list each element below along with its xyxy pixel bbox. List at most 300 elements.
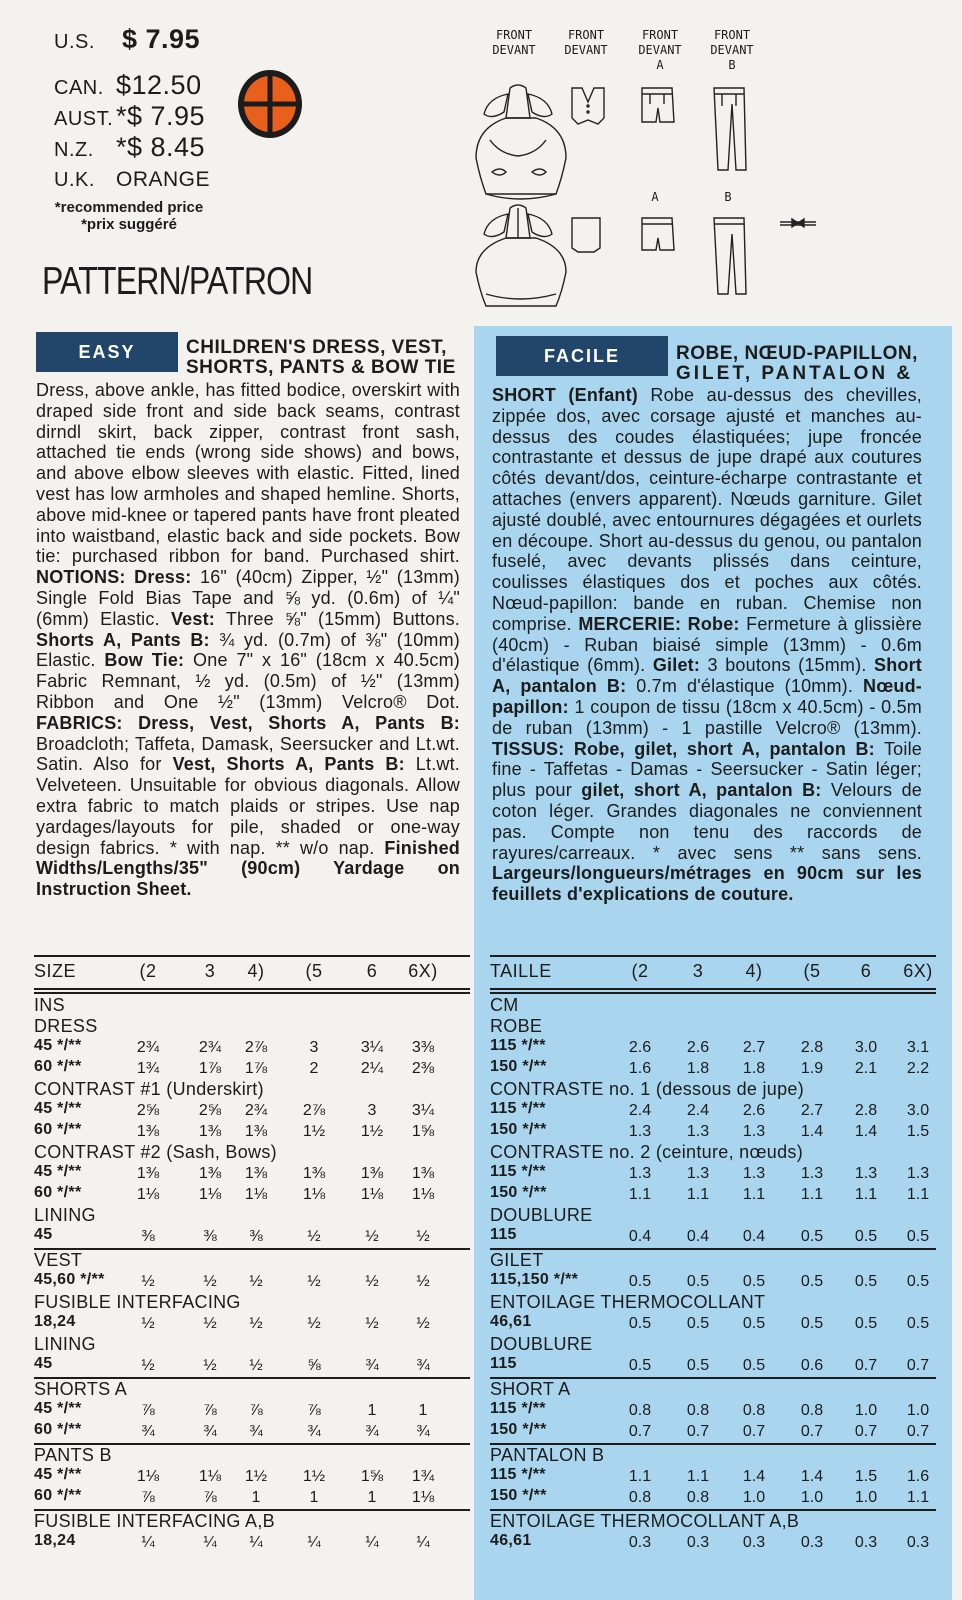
label-devant: DEVANT [564, 43, 608, 57]
table-cell: 0.7 [854, 1423, 878, 1440]
table-cell: 1⅛ [136, 1186, 160, 1203]
table-cell: 0.7 [686, 1423, 710, 1440]
row-label: 45 */** [34, 1466, 82, 1483]
table-cell: 1.1 [742, 1186, 766, 1203]
row-label: 150 */** [490, 1421, 547, 1438]
table-cell: 1⅜ [411, 1165, 435, 1182]
table-cell: 1 [367, 1489, 377, 1506]
table-cell: 0.5 [906, 1315, 930, 1332]
row-label: 115,150 */** [490, 1271, 579, 1288]
english-title-line2: SHORTS, PANTS & BOW TIE [186, 357, 456, 378]
table-cell: ⅜ [203, 1228, 217, 1245]
table-cell: ½ [416, 1315, 430, 1332]
table-cell: 1⅜ [198, 1123, 222, 1140]
table-cell: 1.4 [800, 1468, 824, 1485]
table-cell: 0.5 [854, 1228, 878, 1245]
price-aust-label: AUST. [54, 108, 114, 130]
size-header: 6 [860, 961, 872, 981]
table-cell: 2.6 [742, 1102, 766, 1119]
table-cell: 0.8 [628, 1402, 652, 1419]
table-cell: 1⅛ [411, 1186, 435, 1203]
table-cell: ¾ [365, 1357, 379, 1374]
table-cell: 1⅛ [244, 1186, 268, 1203]
table-cell: 1⅜ [244, 1123, 268, 1140]
price-can [54, 70, 202, 101]
header-rule [490, 992, 936, 994]
size-header: (2 [631, 961, 649, 981]
table-cell: 1.6 [906, 1468, 930, 1485]
table-cell: ½ [203, 1357, 217, 1374]
description-segment: One 7" x 16" (18cm x 40.5cm) Fabric Remnant, ½ yd. (0.5m) of ½" (13mm) Ribbon and One ½" (13mm) Velcro® Dot. [36, 650, 460, 712]
price-us [54, 24, 200, 55]
size-header: (2 [139, 961, 157, 981]
description-segment: Velours de coton léger. Grandes diagonales ne conviennent pas. Compte non tenu des raccords de rayures/carreaux. * avec sens ** sans sens. [492, 780, 922, 863]
table-cell: ½ [249, 1357, 263, 1374]
section-rule [34, 1248, 470, 1250]
french-description [492, 385, 922, 905]
description-segment: 3 boutons (15mm). [700, 655, 874, 676]
table-cell: ⅞ [141, 1489, 155, 1506]
price-nz-label: N.Z. [54, 139, 94, 161]
table-cell: 2⅞ [244, 1039, 268, 1056]
table-cell: 1.1 [906, 1489, 930, 1506]
table-cell: 1.1 [628, 1468, 652, 1485]
table-cell: ⅝ [307, 1357, 321, 1374]
table-cell: 1⅜ [198, 1165, 222, 1182]
table-cell: 1.0 [742, 1489, 766, 1506]
english-description [36, 380, 460, 900]
row-label: 45 [34, 1226, 53, 1243]
table-cell: 1.5 [906, 1123, 930, 1140]
table-cell: ¼ [365, 1534, 379, 1551]
table-cell: 0.8 [800, 1402, 824, 1419]
table-cell: 0.6 [800, 1357, 824, 1374]
label-b: B [728, 58, 736, 72]
table-cell: 1⅞ [244, 1060, 268, 1077]
table-cell: 1⅜ [136, 1123, 160, 1140]
table-top-rule [490, 955, 936, 957]
price-us-value: $ 7.95 [122, 24, 201, 54]
label-devant: DEVANT [492, 43, 536, 57]
description-segment: Finished Widths/Lengths/35" (90cm) Yardage on Instruction Sheet. [36, 837, 460, 900]
table-cell: 1¾ [136, 1060, 160, 1077]
table-cell: 1.1 [800, 1186, 824, 1203]
table-top-rule [34, 955, 470, 957]
row-label: 60 */** [34, 1487, 82, 1504]
section-title: ENTOILAGE THERMOCOLLANT A,B [490, 1511, 800, 1531]
table-cell: 0.7 [906, 1357, 930, 1374]
table-cell: 1 [309, 1489, 319, 1506]
table-cell: 2.6 [628, 1039, 652, 1056]
table-cell: 2⅝ [198, 1102, 222, 1119]
table-cell: 0.5 [628, 1357, 652, 1374]
description-segment: Vest: [170, 608, 215, 629]
description-segment: TISSUS: Robe, gilet, short A, pantalon B: [492, 738, 875, 759]
table-cell: 0.3 [686, 1534, 710, 1551]
table-cell: 1.3 [854, 1165, 878, 1182]
section-title: CONTRAST #2 (Sash, Bows) [34, 1142, 277, 1162]
description-segment: NOTIONS: Dress: [36, 567, 192, 588]
table-cell: ¾ [416, 1357, 430, 1374]
table-cell: 0.5 [686, 1357, 710, 1374]
table-cell: 0.5 [742, 1315, 766, 1332]
english-title-line1: CHILDREN'S DRESS, VEST, [186, 337, 447, 358]
table-cell: ½ [365, 1228, 379, 1245]
shorts-back-sketch [642, 218, 674, 250]
table-cell: ⅞ [307, 1402, 321, 1419]
bow-tie-sketch [780, 219, 816, 227]
row-label: 45 */** [34, 1400, 82, 1417]
table-cell: 1.1 [906, 1186, 930, 1203]
size-header: 6 [366, 961, 378, 981]
description-segment: Largeurs/longueurs/métrages en 90cm sur les feuillets d'explications de couture. [492, 863, 922, 905]
table-cell: 2.4 [686, 1102, 710, 1119]
table-cell: 1.1 [628, 1186, 652, 1203]
table-cell: 0.5 [742, 1273, 766, 1290]
table-cell: 3 [367, 1102, 377, 1119]
table-cell: ½ [203, 1273, 217, 1290]
table-cell: 0.3 [742, 1534, 766, 1551]
table-cell: ¾ [249, 1423, 263, 1440]
description-segment: FABRICS: Dress, Vest, Shorts A, Pants B: [36, 712, 460, 733]
section-title: PANTALON B [490, 1445, 605, 1465]
row-label: 45 */** [34, 1037, 82, 1054]
table-cell: 1⅛ [302, 1186, 326, 1203]
garment-sketches [470, 80, 890, 310]
section-title: ENTOILAGE THERMOCOLLANT [490, 1292, 766, 1312]
price-us-label: U.S. [54, 31, 95, 53]
description-segment: Bow Tie: [104, 650, 185, 671]
row-label: 46,61 [490, 1313, 532, 1330]
sketch-label-pants [702, 28, 762, 73]
table-cell: ¼ [307, 1534, 321, 1551]
french-title-line2: GILET, PANTALON & [676, 363, 914, 384]
table-cell: 0.5 [628, 1273, 652, 1290]
table-cell: 0.4 [742, 1228, 766, 1245]
table-cell: 1⅜ [136, 1165, 160, 1182]
table-cell: ⅞ [203, 1489, 217, 1506]
description-segment: MERCERIE: Robe: [578, 613, 740, 634]
sketch-label-dress [484, 28, 544, 58]
table-cell: 0.5 [854, 1315, 878, 1332]
table-cell: 0.3 [628, 1534, 652, 1551]
table-cell: 0.3 [906, 1534, 930, 1551]
table-cell: 0.5 [800, 1228, 824, 1245]
description-segment: Shorts A, Pants B: [36, 629, 210, 650]
section-title: DRESS [34, 1016, 98, 1036]
orange-dot-icon [236, 68, 304, 140]
table-cell: 1 [251, 1489, 261, 1506]
table-cell: ½ [307, 1315, 321, 1332]
sketch-label-shorts [630, 28, 690, 73]
table-cell: 1½ [360, 1123, 384, 1140]
table-cell: ¾ [141, 1423, 155, 1440]
table-cell: 1½ [302, 1468, 326, 1485]
section-title: GILET [490, 1250, 544, 1270]
table-cell: ¼ [416, 1534, 430, 1551]
section-title: DOUBLURE [490, 1334, 593, 1354]
table-cell: 0.5 [906, 1273, 930, 1290]
size-header: 3 [204, 961, 216, 981]
table-cell: 3¼ [411, 1102, 435, 1119]
table-cell: 0.5 [906, 1228, 930, 1245]
section-title: CONTRASTE no. 2 (ceinture, nœuds) [490, 1142, 803, 1162]
table-cell: 1.4 [742, 1468, 766, 1485]
table-cell: 1.3 [742, 1165, 766, 1182]
section-rule [490, 1248, 936, 1250]
table-cell: ½ [365, 1315, 379, 1332]
row-label: 115 [490, 1355, 517, 1372]
row-label: 115 */** [490, 1100, 546, 1117]
label-front: FRONT [641, 28, 679, 42]
french-title-line1: ROBE, NŒUD-PAPILLON, [676, 343, 918, 364]
table-cell: ⅞ [141, 1402, 155, 1419]
section-title: CM [490, 995, 519, 1015]
table-cell: ¾ [307, 1423, 321, 1440]
section-title: CONTRASTE no. 1 (dessous de jupe) [490, 1079, 805, 1099]
row-label: 60 */** [34, 1421, 82, 1438]
description-segment: 16" (40cm) Zipper, ½" (13mm) Single Fold Bias Tape and ⅝ yd. (0.6m) of ¼" (6mm) Elastic. [36, 567, 460, 629]
table-cell: ½ [416, 1228, 430, 1245]
table-cell: 2¾ [136, 1039, 160, 1056]
table-cell: 0.5 [800, 1315, 824, 1332]
table-cell: 3.0 [906, 1102, 930, 1119]
price-nz [54, 132, 205, 163]
sketch-label-b-back: B [724, 190, 732, 204]
table-cell: 2 [309, 1060, 319, 1077]
table-cell: 2.1 [854, 1060, 878, 1077]
table-cell: 1.0 [800, 1489, 824, 1506]
section-title: INS [34, 995, 65, 1015]
row-label: 115 */** [490, 1466, 546, 1483]
section-title: ROBE [490, 1016, 543, 1036]
row-label: 18,24 [34, 1313, 76, 1330]
table-cell: ⅜ [141, 1228, 155, 1245]
table-cell: 0.7 [742, 1423, 766, 1440]
table-cell: 1 [367, 1402, 377, 1419]
table-cell: 1.5 [854, 1468, 878, 1485]
description-segment: SHORT (Enfant) [492, 385, 638, 405]
rec-note-en: *recommended price [54, 199, 204, 216]
table-cell: 1⅝ [411, 1123, 435, 1140]
table-cell: 2.2 [906, 1060, 930, 1077]
table-cell: 1.3 [800, 1165, 824, 1182]
facile-badge: FACILE [496, 336, 668, 376]
header-rule [34, 992, 470, 994]
description-segment: Broadcloth; Taffeta, Damask, Seersucker and Lt.wt. Satin. Also for [36, 733, 460, 775]
label-front: FRONT [495, 28, 533, 42]
table-cell: 0.5 [686, 1315, 710, 1332]
table-cell: 0.7 [906, 1423, 930, 1440]
size-header: (5 [305, 961, 323, 981]
description-segment: 1 coupon de tissu (18cm x 40.5cm) - 0.5m de ruban (13mm) - 1 pastille Velcro® (13mm). [492, 696, 922, 738]
table-cell: 1⅜ [360, 1165, 384, 1182]
table-cell: 0.3 [800, 1534, 824, 1551]
table-cell: 1.8 [686, 1060, 710, 1077]
table-cell: ½ [249, 1315, 263, 1332]
description-segment: Robe au-dessus des chevilles, zippée dos, avec corsage ajusté et manches au-dessus des coudes élastiquées; jupe froncée contrastante et dessus de jupe drapé aux coutures côtés devant/dos, ceinture-écharpe contrastante et attaches (envers apparent). Nœuds garniture. Gilet ajusté doublé, avec entournures dégagées et ourlets en découpe. Short au-dessus du genou, ou pantalon fuselé, avec devants plissés dans ceinture, coulisses élastiques dos et poches aux côtés. Nœud-papillon: bande en ruban. Chemise non comprise. [492, 385, 922, 634]
description-segment: Vest, Shorts A, Pants B: [172, 754, 405, 775]
label-a: A [656, 58, 664, 72]
table-cell: 3¼ [360, 1039, 384, 1056]
size-header: 3 [692, 961, 704, 981]
table-cell: 0.5 [742, 1357, 766, 1374]
table-cell: 2.4 [628, 1102, 652, 1119]
table-cell: 1.3 [906, 1165, 930, 1182]
table-cell: ¾ [416, 1423, 430, 1440]
table-cell: 1.3 [628, 1165, 652, 1182]
table-cell: ½ [416, 1273, 430, 1290]
table-cell: 2.8 [854, 1102, 878, 1119]
section-title: FUSIBLE INTERFACING A,B [34, 1511, 275, 1531]
table-cell: 1.0 [854, 1489, 878, 1506]
table-cell: 1½ [244, 1468, 268, 1485]
table-cell: 0.8 [686, 1489, 710, 1506]
row-label: 150 */** [490, 1121, 547, 1138]
table-cell: 0.4 [686, 1228, 710, 1245]
table-cell: 1⅛ [136, 1468, 160, 1485]
easy-badge: EASY [36, 332, 178, 372]
table-cell: 1.3 [686, 1165, 710, 1182]
shorts-front-sketch [642, 88, 674, 122]
table-cell: 2.6 [686, 1039, 710, 1056]
size-header: (5 [803, 961, 821, 981]
section-title: LINING [34, 1205, 96, 1225]
row-label: 46,61 [490, 1532, 532, 1549]
table-cell: ½ [365, 1273, 379, 1290]
table-cell: ¼ [141, 1534, 155, 1551]
table-cell: 2.8 [800, 1039, 824, 1056]
table-cell: 0.5 [628, 1315, 652, 1332]
label-devant: DEVANT [710, 43, 754, 57]
table-cell: 1⅛ [360, 1186, 384, 1203]
table-cell: 1¾ [411, 1468, 435, 1485]
table-cell: 1.1 [854, 1186, 878, 1203]
description-segment: ¾ yd. (0.7m) of ⅜" (10mm) Elastic. [36, 629, 460, 671]
section-title: FUSIBLE INTERFACING [34, 1292, 241, 1312]
table-cell: 1⅞ [198, 1060, 222, 1077]
table-cell: 0.7 [628, 1423, 652, 1440]
table-cell: 3 [309, 1039, 319, 1056]
sketch-label-a-back: A [651, 190, 659, 204]
description-segment: 0.7m d'élastique (10mm). [626, 676, 864, 697]
vest-front-sketch [572, 88, 604, 124]
table-cell: ½ [141, 1315, 155, 1332]
table-cell: 0.5 [854, 1273, 878, 1290]
description-segment: Nœud-papillon: [492, 676, 922, 717]
pattern-title: PATTERN/PATRON [42, 260, 313, 303]
sketch-label-vest [556, 28, 616, 58]
section-title: LINING [34, 1334, 96, 1354]
table-cell: 2.7 [742, 1039, 766, 1056]
description-segment: Three ⅝" (15mm) Buttons. [214, 608, 460, 629]
table-cell: 3.1 [906, 1039, 930, 1056]
row-label: 60 */** [34, 1121, 82, 1138]
table-cell: 2¾ [244, 1102, 268, 1119]
table-cell: 1.1 [686, 1468, 710, 1485]
table-cell: 2⅞ [302, 1102, 326, 1119]
section-title: VEST [34, 1250, 83, 1270]
size-header: 4) [247, 961, 265, 981]
price-can-value: $12.50 [116, 70, 202, 100]
table-cell: 1 [418, 1402, 428, 1419]
section-title: CONTRAST #1 (Underskirt) [34, 1079, 264, 1099]
description-segment: Short A, pantalon B: [492, 655, 922, 697]
description-segment: Dress, above ankle, has fitted bodice, overskirt with draped side front and side back seams, contrast dirndl skirt, back zipper, contrast front sash, attached tie ends (wrong side shows) and bows, and above elbow sleeves with elastic. Fitted, lined vest has low armholes and shaped hemline. Shorts, above mid-knee or tapered pants have front pleated into waistband, elastic back and side pockets. Bow tie: purchased ribbon for band. Purchased shirt. [36, 380, 460, 567]
table-cell: 0.8 [686, 1402, 710, 1419]
price-aust [54, 101, 205, 132]
recommended-price-note [44, 199, 214, 233]
size-header: 6X) [408, 961, 438, 981]
description-segment: Gilet: [652, 655, 701, 676]
row-label: 150 */** [490, 1487, 547, 1504]
table-cell: 1.1 [686, 1186, 710, 1203]
price-uk [54, 168, 210, 192]
table-cell: ½ [307, 1273, 321, 1290]
table-cell: 1.8 [742, 1060, 766, 1077]
header-rule [490, 988, 936, 990]
rec-note-fr: *prix suggéré [81, 216, 177, 233]
price-can-label: CAN. [54, 77, 104, 99]
row-label: 150 */** [490, 1184, 547, 1201]
table-cell: 1⅛ [198, 1186, 222, 1203]
section-title: SHORTS A [34, 1379, 128, 1399]
table-cell: ⅜ [249, 1228, 263, 1245]
table-cell: 0.3 [854, 1534, 878, 1551]
table-cell: 1.0 [854, 1402, 878, 1419]
dress-back-sketch [476, 205, 566, 306]
table-cell: ¼ [249, 1534, 263, 1551]
row-label: 60 */** [34, 1058, 82, 1075]
table-cell: 1⅜ [244, 1165, 268, 1182]
table-cell: ½ [141, 1273, 155, 1290]
size-label: SIZE [34, 961, 77, 981]
size-label: TAILLE [490, 961, 552, 981]
price-uk-label: U.K. [54, 169, 95, 191]
size-header: 4) [745, 961, 763, 981]
row-label: 45,60 */** [34, 1271, 105, 1288]
table-cell: ½ [203, 1315, 217, 1332]
row-label: 115 [490, 1226, 517, 1243]
table-cell: 2¾ [198, 1039, 222, 1056]
table-cell: 0.7 [854, 1357, 878, 1374]
table-cell: 0.4 [628, 1228, 652, 1245]
table-cell: ⅞ [249, 1402, 263, 1419]
row-label: 45 */** [34, 1100, 82, 1117]
table-cell: 1⅝ [360, 1468, 384, 1485]
table-cell: 0.5 [800, 1273, 824, 1290]
section-title: SHORT A [490, 1379, 571, 1399]
dress-front-sketch [476, 85, 566, 199]
price-nz-value: *$ 8.45 [116, 132, 206, 162]
pants-front-sketch [714, 88, 746, 170]
description-segment: gilet, short A, pantalon B: [581, 780, 822, 801]
row-label: 60 */** [34, 1184, 82, 1201]
section-title: PANTS B [34, 1445, 112, 1465]
table-cell: ¼ [203, 1534, 217, 1551]
table-cell: 2.7 [800, 1102, 824, 1119]
table-cell: ¾ [365, 1423, 379, 1440]
table-cell: 1.3 [628, 1123, 652, 1140]
french-title [676, 344, 926, 384]
header-rule [34, 988, 470, 990]
description-segment: Fermeture à glissière (40cm) - Ruban biaisé simple (13mm) - 0.6m d'élastique (6mm). [492, 613, 922, 676]
row-label: 115 */** [490, 1163, 546, 1180]
table-cell: 0.7 [800, 1423, 824, 1440]
table-cell: 0.8 [742, 1402, 766, 1419]
price-aust-value: *$ 7.95 [116, 101, 206, 131]
label-devant: DEVANT [638, 43, 682, 57]
